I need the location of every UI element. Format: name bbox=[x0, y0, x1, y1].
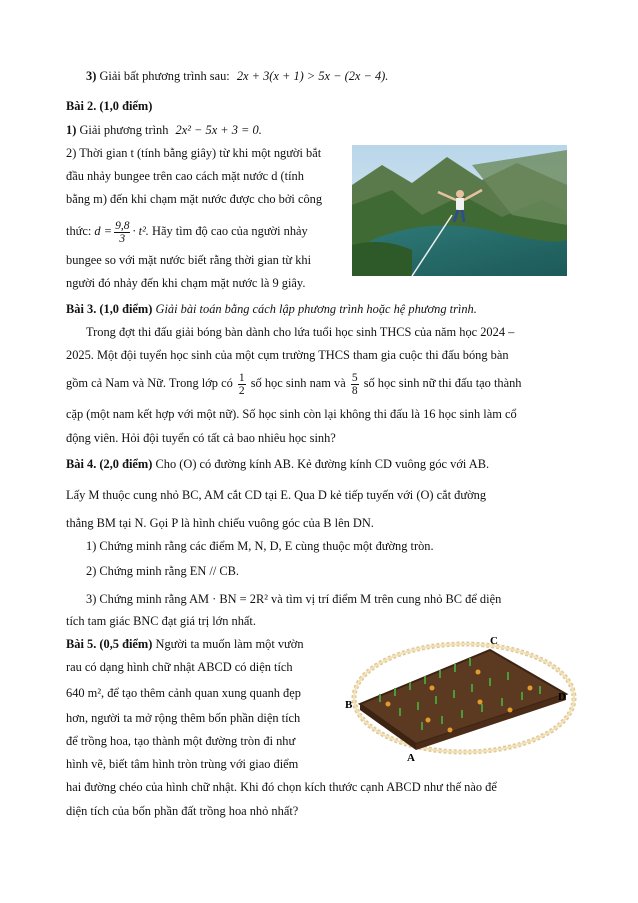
bai5-line5: để trồng hoa, tạo thành một đường tròn đi như bbox=[66, 734, 296, 748]
bai2-q2-line5: bungee so với mặt nước biết rằng thời gian từ khi bbox=[66, 253, 312, 267]
bai4-heading-line: Bài 4. (2,0 điểm) Cho (O) có đường kính AB. Kẻ đường kính CD vuông góc với AB. bbox=[66, 457, 490, 471]
bai3-line3: gồm cả Nam và Nữ. Trong lớp có $\frac{1}{2}$ số học sinh nam và $\frac{5}{8}$ số học sinh nữ thi đấu tạo thành bbox=[66, 371, 522, 397]
bai4-q3-line2: tích tam giác BNC đạt giá trị lớn nhất. bbox=[66, 614, 256, 628]
bai5-line3: 640 m², để tạo thêm cảnh quan xung quanh đẹp bbox=[66, 686, 301, 700]
bai3-line5: động viên. Hỏi đội tuyển có tất cả bao nhiêu học sinh? bbox=[66, 431, 336, 445]
bai4-q1: 1) Chứng minh rằng các điểm M, N, D, E cùng thuộc một đường tròn. bbox=[86, 539, 434, 553]
bungee-photo bbox=[352, 145, 567, 276]
bai2-heading: Bài 2. (1,0 điểm) bbox=[66, 99, 153, 113]
bai1-q3: 3) Giải bất phương trình sau: 2x + 3(x + 1) > 5x − (2x − 4). bbox=[86, 69, 389, 83]
bai3-line1: Trong đợt thi đấu giải bóng bàn dành cho lứa tuổi học sinh THCS của năm học 2024 – bbox=[86, 325, 515, 339]
corner-label-b: B bbox=[345, 699, 353, 711]
bai2-q2-line2: đầu nhảy bungee trên cao cách mặt nước d (tính bbox=[66, 169, 304, 183]
bai2-q2-line3: bằng m) đến khi chạm mặt nước được cho bởi công bbox=[66, 192, 323, 206]
bai3-line4: cặp (một nam kết hợp với một nữ). Số học sinh còn lại không thi đấu là 16 học sinh làm cổ bbox=[66, 407, 517, 421]
bai5-line2: rau có dạng hình chữ nhật ABCD có diện tích bbox=[66, 660, 293, 674]
fraction-half: $\frac{1}{2}$ bbox=[238, 371, 245, 397]
corner-label-a: A bbox=[407, 752, 415, 764]
bai5-line8: diện tích của bốn phần đất trồng hoa nhỏ nhất? bbox=[66, 804, 299, 818]
corner-label-d: D bbox=[558, 691, 566, 703]
bai5-line4: hơn, người ta mở rộng thêm bốn phần diện tích bbox=[66, 711, 301, 725]
bai4-q3-line1: 3) Chứng minh rằng AM · BN = 2R² và tìm vị trí điểm M trên cung nhỏ BC để diện bbox=[86, 592, 502, 606]
bai4-line3: thẳng BM tại N. Gọi P là hình chiếu vuông góc của B lên DN. bbox=[66, 516, 374, 530]
bai5-heading-line: Bài 5. (0,5 điểm) Người ta muốn làm một vườn bbox=[66, 637, 304, 651]
corner-label-c: C bbox=[490, 635, 498, 647]
bai2-q1: 1) Giải phương trình 2x² − 5x + 3 = 0. bbox=[66, 123, 262, 137]
bai3-line2: 2025. Một đội tuyển học sinh của một cụm trường THCS tham gia cuộc thi đấu bóng bàn bbox=[66, 348, 509, 362]
bai4-line2: Lấy M thuộc cung nhỏ BC, AM cắt CD tại E. Qua D kẻ tiếp tuyến với (O) cắt đường bbox=[66, 488, 487, 502]
bai2-q2-formula: thức: d = $\frac{9,8}{3}$ · t². Hãy tìm độ cao của người nhảy bbox=[66, 219, 308, 245]
bai5-line6: hình vẽ, biết tâm hình tròn trùng với giao điểm bbox=[66, 757, 299, 771]
bai4-q2: 2) Chứng minh rằng EN // CB. bbox=[86, 564, 239, 578]
bai2-q2-line6: người đó nhảy đến khi chạm mặt nước là 9 giây. bbox=[66, 276, 306, 290]
bai5-line7: hai đường chéo của hình chữ nhật. Khi đó chọn kích thước cạnh ABCD như thế nào để bbox=[66, 780, 497, 794]
bai2-q2-line1: 2) Thời gian t (tính bằng giây) từ khi một người bắt bbox=[66, 146, 322, 160]
formula-fraction: $\frac{9,8}{3}$ bbox=[115, 219, 130, 245]
garden-figure bbox=[340, 632, 578, 764]
fraction-five-eighths: $\frac{5}{8}$ bbox=[351, 371, 358, 397]
bai3-heading-line: Bài 3. (1,0 điểm) Giải bài toán bằng cách lập phương trình hoặc hệ phương trình. bbox=[66, 302, 477, 316]
